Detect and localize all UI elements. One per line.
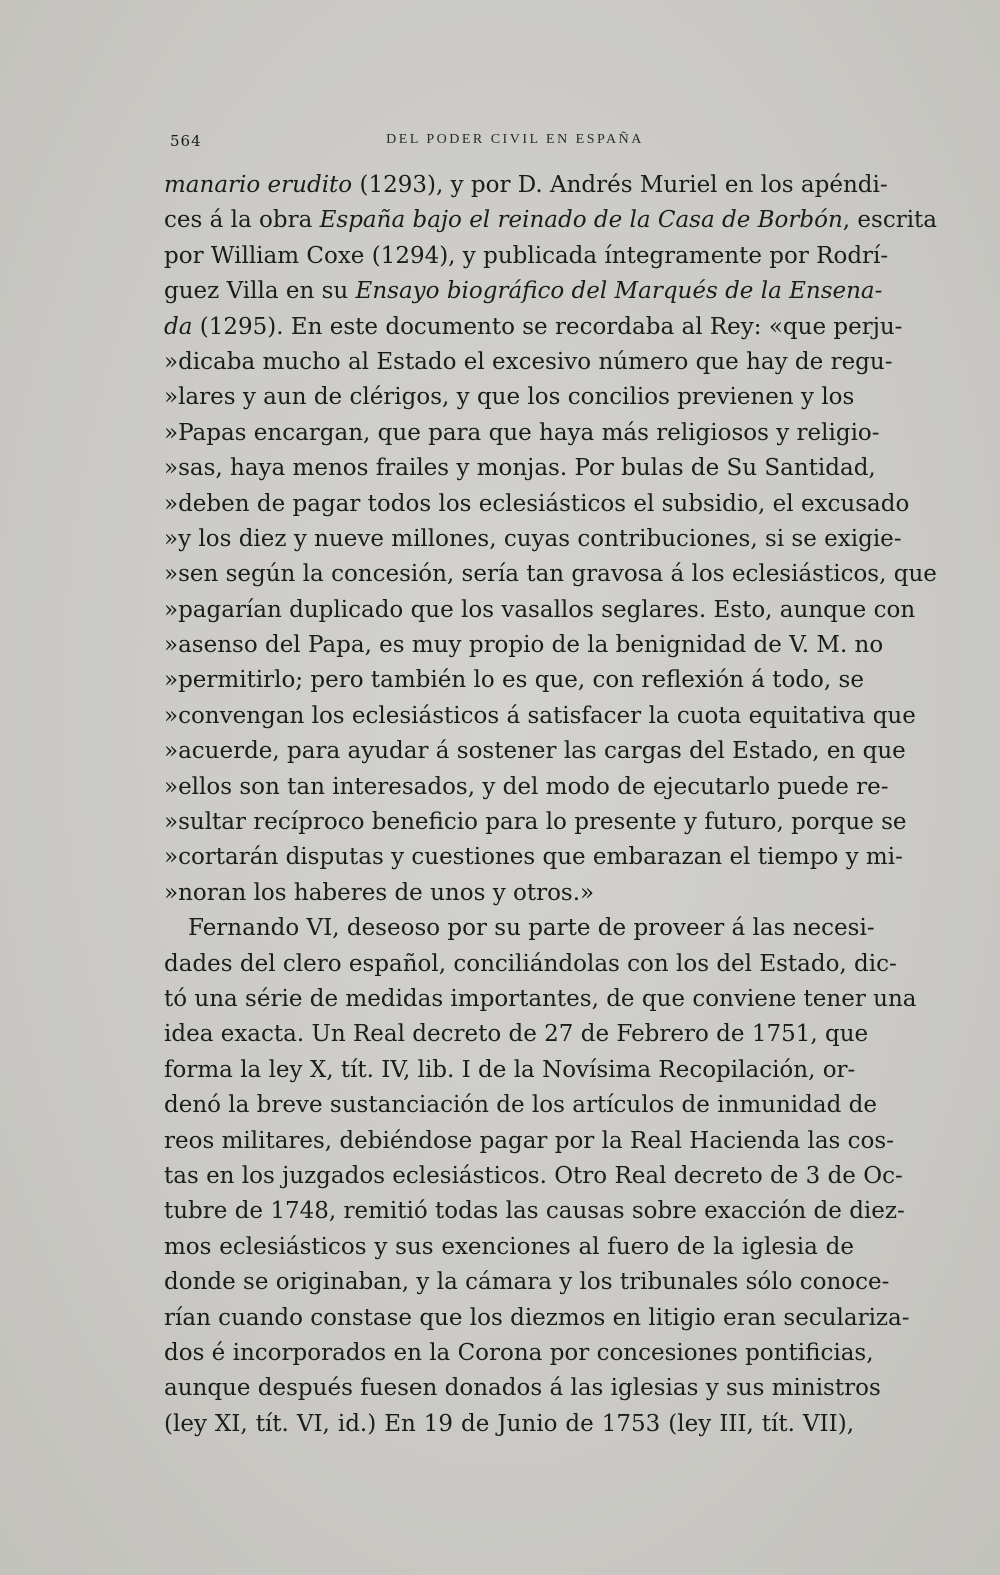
text-segment: »lares y aun de clérigos, y que los concilios previenen y los [164, 384, 855, 411]
text-segment: (1295). En este documento se recordaba al Rey: «que perju- [192, 313, 903, 340]
text-segment: tas en los juzgados eclesiásticos. Otro Real decreto de 3 de Oc- [164, 1162, 903, 1189]
body-text [164, 168, 938, 1442]
text-segment: Fernando VI, deseoso por su parte de proveer á las necesi- [188, 915, 875, 942]
text-segment: rían cuando constase que los diezmos en litigio eran seculariza- [164, 1304, 910, 1331]
text-segment: ces á la obra [164, 207, 320, 234]
text-line [164, 1194, 905, 1229]
text-segment: »noran los haberes de unos y otros.» [164, 879, 595, 906]
text-line [164, 1407, 854, 1442]
text-segment: »sen según la concesión, sería tan gravosa á los eclesiásticos, que [164, 561, 937, 588]
text-segment: (1293), y por D. Andrés Muriel en los apéndi- [352, 172, 888, 198]
text-segment: por William Coxe (1294), y publicada íntegramente por Rodrí- [164, 242, 889, 269]
text-line [164, 239, 889, 274]
italic-title-text: manario erudito [164, 172, 353, 198]
text-segment: idea exacta. Un Real decreto de 27 de Febrero de 1751, que [164, 1021, 869, 1048]
text-segment: »permitirlo; pero también lo es que, con reflexión á todo, se [164, 667, 864, 694]
text-segment: , escrita [842, 207, 938, 234]
text-segment: dos é incorporados en la Corona por concesiones pontificias, [164, 1339, 874, 1366]
text-line [164, 168, 888, 203]
text-segment: »convengan los eclesiásticos á satisfacer la cuota equitativa que [164, 702, 916, 729]
text-line [164, 770, 889, 805]
text-line [164, 628, 884, 663]
running-head: DEL PODER CIVIL EN ESPAÑA [386, 132, 644, 147]
text-line [164, 274, 883, 309]
text-segment: »dicaba mucho al Estado el excesivo número que hay de regu- [164, 348, 893, 375]
text-segment: »sas, haya menos frailes y monjas. Por bulas de Su Santidad, [164, 455, 876, 482]
text-line [164, 1159, 903, 1194]
text-segment: »sultar recíproco beneficio para lo presente y futuro, porque se [164, 809, 907, 836]
text-line [164, 1017, 869, 1052]
text-segment: tubre de 1748, remitió todas las causas sobre exacción de diez- [164, 1198, 905, 1225]
text-line [164, 1230, 854, 1265]
text-segment: forma la ley X, tít. IV, lib. I de la Novísima Recopilación, or- [164, 1056, 856, 1083]
italic-title-text: da [164, 313, 193, 340]
text-segment: aunque después fuesen donados á las iglesias y sus ministros [164, 1375, 881, 1402]
text-line [164, 663, 864, 698]
text-line [164, 876, 854, 911]
italic-title-text: España bajo el reinado de la Casa de Borbón [319, 207, 843, 234]
text-segment: »Papas encargan, que para que haya más religiosos y religio- [164, 419, 880, 446]
text-segment: mos eclesiásticos y sus exenciones al fuero de la iglesia de [164, 1233, 854, 1260]
text-line [164, 487, 910, 522]
page-number: 564 [170, 132, 202, 150]
text-line [164, 557, 937, 592]
text-line [164, 203, 938, 238]
text-line [164, 1301, 910, 1336]
text-segment: tó una série de medidas importantes, de que conviene tener una [164, 985, 917, 1012]
text-line [164, 947, 897, 982]
text-segment: »ellos son tan interesados, y del modo de ejecutarlo puede re- [164, 773, 889, 800]
text-segment: guez Villa en su [164, 278, 356, 305]
text-line [164, 734, 906, 769]
text-line [164, 345, 893, 380]
text-line [164, 840, 903, 875]
text-line [164, 593, 916, 628]
text-line [164, 310, 903, 345]
text-line [164, 805, 907, 840]
text-line [164, 982, 917, 1017]
text-line [164, 380, 854, 415]
text-segment: »cortarán disputas y cuestiones que embarazan el tiempo y mi- [164, 844, 903, 871]
text-segment: dades del clero español, conciliándolas con los del Estado, dic- [164, 950, 897, 977]
text-line [164, 1053, 854, 1088]
text-segment: »asenso del Papa, es muy propio de la benignidad de V. M. no [164, 632, 884, 659]
text-line [164, 699, 916, 734]
text-line [164, 1371, 881, 1406]
text-segment: »acuerde, para ayudar á sostener las cargas del Estado, en que [164, 738, 906, 765]
text-line [164, 1124, 894, 1159]
text-line [164, 911, 875, 946]
italic-title-text: Ensayo biográfico del Marqués de la Ensena- [355, 278, 883, 305]
text-line [164, 522, 902, 557]
text-line [164, 1088, 877, 1123]
text-segment: »y los diez y nueve millones, cuyas contribuciones, si se exigie- [164, 525, 902, 552]
text-line [164, 416, 880, 451]
text-line [164, 451, 876, 486]
text-segment: reos militares, debiéndose pagar por la Real Hacienda las cos- [164, 1127, 894, 1154]
text-segment: (ley XI, tít. VI, id.) En 19 de Junio de 1753 (ley III, tít. VII), [164, 1410, 854, 1437]
page-header [170, 128, 860, 152]
text-segment: denó la breve sustanciación de los artículos de inmunidad de [164, 1092, 877, 1119]
text-segment: »pagarían duplicado que los vasallos seglares. Esto, aunque con [164, 596, 916, 623]
text-line [164, 1265, 890, 1300]
text-segment: donde se originaban, y la cámara y los tribunales sólo conoce- [164, 1269, 890, 1296]
text-line [164, 1336, 874, 1371]
text-segment: »deben de pagar todos los eclesiásticos el subsidio, el excusado [164, 490, 910, 517]
